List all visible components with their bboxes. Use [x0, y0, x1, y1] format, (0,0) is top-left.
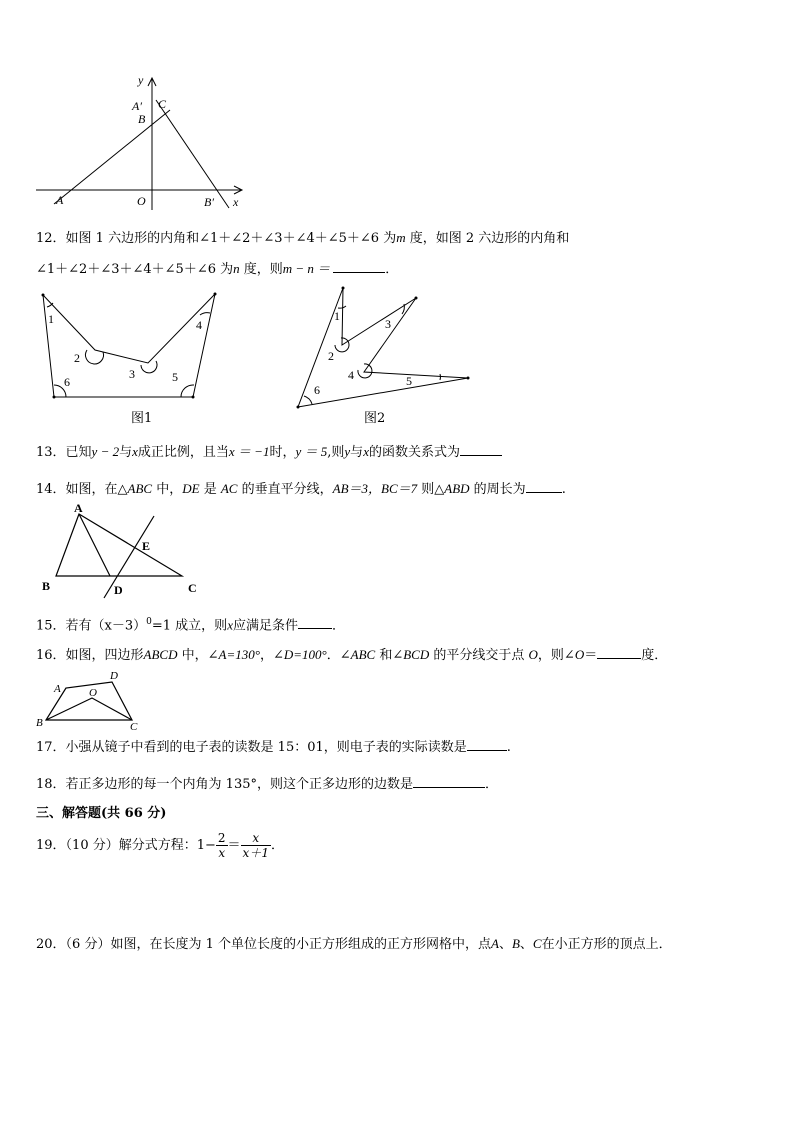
fig2-label-6: 6: [314, 383, 320, 397]
q13-expr-2: x ＝ −1: [228, 444, 270, 459]
q16-bcd: ∠BCD: [392, 647, 430, 662]
fig16-b-label: B: [36, 717, 43, 729]
q12-line-2: [36, 259, 398, 279]
fig1-label-5: 5: [172, 370, 178, 384]
q13-expr-3: y ＝ 5: [295, 444, 328, 459]
q13-var-y: y: [344, 444, 351, 459]
q13-var-x: x: [132, 444, 138, 459]
q13-text-6: 与: [350, 445, 364, 460]
q14-text-3: 是: [199, 482, 221, 497]
q20-text-2: 在小正方形的顶点上．: [541, 937, 672, 952]
q16-text-6: ，则: [537, 648, 564, 663]
q16-abc: ∠ABC: [339, 647, 376, 662]
fig11-b-label: B: [138, 112, 146, 126]
q13-text-2: 与: [119, 445, 133, 460]
q12-text-2: 度，如图 2 六边形的内角和: [405, 231, 570, 246]
q14-text-4: 的垂直平分线，: [237, 482, 333, 497]
fig2-label-2: 2: [328, 349, 334, 363]
q14-text-2: 中，: [152, 482, 183, 497]
q15-text-3: 应满足条件: [232, 618, 298, 634]
q19-eq: ＝: [227, 838, 241, 853]
q16-text-1: 16．如图，四边形: [36, 648, 144, 663]
fig1-label-3: 3: [129, 367, 135, 381]
q12-var-m: m: [396, 230, 406, 245]
q14-ac: AC: [220, 481, 238, 496]
q19-frac1-num: 2: [217, 831, 226, 845]
fig14-e-label: E: [142, 539, 151, 553]
q20-point-a: A: [490, 936, 499, 951]
q12-end: ．: [385, 262, 399, 277]
q18-text: 18．若正多边形的每一个内角为 135°，则这个正多边形的边数是: [36, 777, 413, 792]
q13-text-1: 13．已知: [36, 445, 92, 460]
q12-text-1: 12．如图 1 六边形的内角和∠1＋∠2＋∠3＋∠4＋∠5＋∠6 为: [36, 231, 397, 246]
q14-end: .: [561, 482, 566, 497]
fig2-label-4: 4: [348, 368, 354, 382]
q13-line: [36, 442, 502, 462]
q13-text-7: 的函数关系式为: [368, 445, 460, 460]
fig2-caption: 图2: [364, 411, 386, 426]
fig16-d-label: D: [110, 670, 118, 682]
fig1-label-2: 2: [74, 351, 80, 365]
q18-answer-blank: [413, 774, 485, 788]
q16-abcd: ABCD: [143, 647, 178, 662]
q16-angle-d: ∠D=100°: [272, 647, 327, 662]
q17-end: .: [506, 740, 511, 755]
fig14-c-label: C: [188, 581, 197, 595]
fig16-c-label: C: [130, 721, 138, 732]
fig2-label-5: 5: [406, 374, 412, 388]
fig14-b-label: B: [42, 579, 51, 593]
q20-point-c: C: [532, 936, 542, 951]
q16-text-2: 中，: [177, 648, 208, 663]
q20-line: [36, 935, 672, 954]
q12-var-n: n: [233, 261, 240, 276]
q15-text-2: =1 成立，则: [151, 618, 228, 634]
q14-text-1: 14．如图，在△: [36, 482, 128, 497]
q16-line: [36, 645, 667, 665]
q17-text: 17．小强从镜子中看到的电子表的读数是 15：01，则电子表的实际读数是: [36, 740, 467, 755]
figure-q16-quadrilateral: [36, 668, 146, 732]
figure-q14-triangle: [38, 500, 203, 600]
q16-text-5: 的平分线交于点: [429, 648, 529, 663]
q14-text-6: 的周长为: [469, 482, 526, 497]
q19-fraction-2: [241, 831, 271, 860]
q14-abc: ABC: [127, 481, 153, 496]
q12-text-4: 度，则: [239, 262, 283, 277]
q19-frac2-num: x: [241, 831, 271, 846]
q14-text-5: 则△: [417, 482, 445, 497]
q14-line: [36, 479, 566, 499]
q13-text-3: 成正比例，且当: [137, 445, 229, 460]
fig1-label-1: 1: [48, 312, 54, 326]
section-3-title: 三、解答题(共 66 分): [36, 806, 167, 821]
q13-text-4: 时，: [269, 445, 296, 460]
q15-text-1: 15．若有（x－3）: [36, 618, 147, 634]
fig11-y-label: y: [138, 73, 144, 87]
q14-cond: AB＝3，BC＝7: [332, 481, 418, 496]
fig14-a-label: A: [74, 501, 83, 515]
q14-answer-blank: [526, 479, 562, 493]
q15-end: ．: [331, 618, 345, 634]
q13-var-x2: x: [363, 444, 369, 459]
q15-sup: 0: [146, 617, 152, 627]
q15-answer-blank: [298, 615, 332, 629]
figure-q12-fig1: [30, 285, 230, 405]
fig11-x-label: x: [233, 195, 239, 209]
q20-point-b: B: [511, 936, 520, 951]
q16-sep: ，: [259, 648, 273, 663]
q12-answer-blank: [333, 259, 385, 273]
fig11-c-label: C: [158, 97, 167, 111]
q12-expr: m − n ＝: [282, 261, 331, 276]
q14-abd: ABD: [444, 481, 470, 496]
q20-text-1: 20．（6 分）如图，在长度为 1 个单位长度的小正方形组成的正方形网格中，点: [36, 937, 491, 952]
fig11-b-prime-label: B′: [204, 195, 214, 209]
q16-text-4: 和: [375, 648, 393, 663]
q16-text-3: ．: [326, 648, 340, 663]
figure-q11-axes: [30, 70, 250, 215]
q16-angle-o: ∠O: [563, 647, 585, 662]
fig1-caption: 图1: [131, 411, 153, 426]
fig11-a-label: A: [56, 193, 64, 207]
q18-line: [36, 774, 498, 794]
q19-line: [36, 828, 284, 864]
q19-frac1-den: x: [218, 846, 226, 860]
fig14-d-label: D: [114, 583, 123, 597]
q19-end: ．: [270, 838, 284, 853]
fig16-o-label: O: [89, 687, 97, 699]
q19-fraction-1: [216, 831, 228, 860]
q17-line: [36, 737, 511, 757]
fig1-label-4: 4: [196, 318, 202, 332]
fig2-label-3: 3: [385, 317, 391, 331]
q13-expr-1: y − 2: [91, 444, 120, 459]
q14-de: DE: [182, 481, 200, 496]
q15-line: [36, 613, 345, 635]
q13-answer-blank: [460, 442, 502, 456]
q18-end: ．: [485, 777, 499, 792]
q12-text-3: ∠1＋∠2＋∠3＋∠4＋∠5＋∠6 为: [36, 262, 234, 277]
fig11-a-prime-label: A′: [132, 99, 142, 113]
q15-var-x: x: [227, 617, 233, 633]
q20-sep-1: 、: [498, 937, 512, 952]
q16-text-7: ＝: [584, 648, 598, 663]
q16-end: 度．: [641, 648, 668, 663]
fig16-a-label: A: [54, 683, 61, 695]
q12-line-1: [36, 229, 569, 248]
q16-answer-blank: [597, 645, 641, 659]
q19-frac2-den: x＋1: [242, 846, 269, 860]
fig1-label-6: 6: [64, 375, 70, 389]
q19-text-1: 19．（10 分）解分式方程：1−: [36, 838, 216, 853]
q16-angle-a: ∠A=130°: [207, 647, 260, 662]
q13-text-5: ,则: [327, 445, 345, 460]
q17-answer-blank: [467, 737, 507, 751]
fig11-o-label: O: [137, 194, 146, 208]
q20-sep-2: 、: [519, 937, 533, 952]
figure-q12-fig2: [290, 282, 490, 412]
fig2-label-1: 1: [334, 309, 340, 323]
q16-o: O: [528, 647, 538, 662]
